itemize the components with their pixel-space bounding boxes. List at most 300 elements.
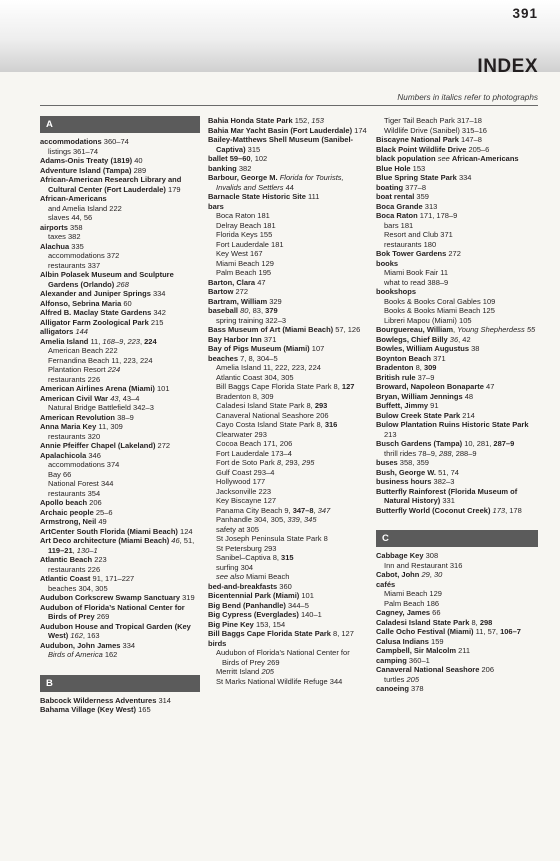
section-letter-header: B xyxy=(40,675,200,692)
entry-text: Florida for Tourists, Invalids and Settlers xyxy=(216,173,344,192)
entry-text: 206 xyxy=(479,665,494,674)
entry-text: 378 xyxy=(408,684,424,693)
index-entry xyxy=(376,287,538,297)
entry-text: 171, 178–9 xyxy=(417,211,458,220)
entry-text: Campbell, Sir Malcolm xyxy=(376,646,457,655)
index-entry xyxy=(376,363,538,373)
entry-text: Panama City Beach 9, xyxy=(216,505,293,515)
entry-text: Bay of Pigs Museum (Miami) xyxy=(208,344,310,353)
entry-text: Bowles, William Augustus xyxy=(376,344,469,353)
entry-text: Bartram, William xyxy=(208,296,268,306)
entry-text: Adams-Onis Treaty (1819) xyxy=(40,156,133,165)
entry-text: 223 xyxy=(92,555,107,564)
index-entry xyxy=(376,325,538,335)
entry-text: black population xyxy=(376,154,436,163)
index-entry xyxy=(40,318,200,328)
entry-text: 147–8 xyxy=(458,135,482,144)
index-subtitle: Numbers in italics refer to photographs xyxy=(397,93,538,102)
entry-text: 159 xyxy=(428,636,444,646)
entry-text: Miami Beach 129 xyxy=(216,258,274,268)
index-entry xyxy=(40,289,200,299)
index-entry xyxy=(208,287,368,297)
entry-text: turtles xyxy=(384,674,407,684)
index-subentry xyxy=(208,316,368,326)
entry-text: 8, xyxy=(469,617,480,627)
index-entry xyxy=(40,696,200,706)
index-subentry xyxy=(208,240,368,250)
entry-text: Butterfly World (Coconut Creek) xyxy=(376,505,491,515)
index-subentry xyxy=(40,650,200,660)
entry-text: 298 xyxy=(479,617,493,627)
entry-text: 342 xyxy=(151,308,166,317)
entry-text: 162 xyxy=(102,650,118,659)
entry-text: Bush, George W. xyxy=(376,467,437,477)
index-entry xyxy=(208,202,368,212)
entry-text: Big Bend (Panhandle) xyxy=(208,600,286,610)
entry-text: 314 xyxy=(156,695,171,705)
entry-text: 329 xyxy=(267,296,282,306)
entry-text: 347 xyxy=(317,505,331,515)
entry-text: Blue Spring State Park xyxy=(376,173,457,182)
entry-text: 334 xyxy=(150,289,166,298)
entry-text: 358, 359 xyxy=(397,458,429,467)
index-subentry xyxy=(208,496,368,506)
index-entry xyxy=(208,325,368,335)
index-entry xyxy=(40,555,200,565)
entry-text: Gulf Coast 293–4 xyxy=(216,467,275,477)
entry-text: 295 xyxy=(301,458,315,467)
index-entry xyxy=(40,536,200,555)
entry-text: 7, 8, 304–5 xyxy=(238,353,278,363)
entry-text: 382–3 xyxy=(431,477,455,486)
entry-text: 11, xyxy=(88,336,103,346)
entry-text: 91, 171–227 xyxy=(90,574,135,583)
index-subentry xyxy=(376,599,538,609)
entry-text: Art Deco architecture (Miami Beach) xyxy=(40,536,170,545)
entry-text: 224 xyxy=(107,365,121,374)
entry-text: 29 xyxy=(421,570,430,579)
index-entry xyxy=(376,259,538,269)
entry-text: Sanibel–Captiva 8, xyxy=(216,553,282,562)
index-subentry xyxy=(40,470,200,480)
entry-text: Miami Beach xyxy=(243,572,290,581)
entry-text: buses xyxy=(376,458,398,467)
entry-text: American Civil War xyxy=(40,393,109,403)
index-entry xyxy=(208,164,368,174)
index-subentry xyxy=(376,589,538,599)
index-entry xyxy=(40,384,200,394)
entry-text: American Beach 222 xyxy=(48,346,118,355)
entry-text: 272 xyxy=(233,287,249,296)
entry-text: 174 xyxy=(352,125,367,135)
entry-text: restaurants 180 xyxy=(384,239,437,249)
entry-text: Cayo Costa Island State Park 8, xyxy=(216,420,325,429)
entry-text: Bok Tower Gardens xyxy=(376,249,447,258)
index-entry xyxy=(208,116,368,126)
entry-text: Atlantic Coast 304, 305 xyxy=(216,372,294,382)
entry-text: 205–6 xyxy=(466,144,490,154)
index-entry xyxy=(40,451,200,461)
entry-text: Florida Keys 155 xyxy=(216,230,273,239)
index-entry xyxy=(40,394,200,404)
entry-text: Plantation Resort xyxy=(48,365,108,374)
index-entry xyxy=(208,297,368,307)
entry-text: , 102 xyxy=(250,154,268,163)
entry-text: books xyxy=(376,258,399,268)
entry-text: 25–6 xyxy=(93,507,113,517)
entry-text: 371 xyxy=(261,334,277,344)
entry-text: what to read 388–9 xyxy=(384,277,449,287)
entry-text: 358 xyxy=(67,222,83,232)
entry-text: American Airlines Arena (Miami) xyxy=(40,384,155,393)
entry-text: Amelia Island 11, 222, 223, 224 xyxy=(216,363,321,372)
index-entry xyxy=(376,392,538,402)
entry-text: Calusa Indians xyxy=(376,636,429,646)
entry-text: surfing 304 xyxy=(216,562,254,572)
entry-text: Adventure Island (Tampa) xyxy=(40,165,132,175)
index-entry xyxy=(40,299,200,309)
index-entry xyxy=(208,354,368,364)
entry-text: Broward, Napoleon Bonaparte xyxy=(376,382,484,391)
entry-text: Cagney, James xyxy=(376,608,431,617)
entry-text: Bailey-Matthews Shell Museum (Sanibel-Captiva) xyxy=(208,135,354,154)
entry-text: Key West 167 xyxy=(216,249,263,258)
index-entry xyxy=(376,202,538,212)
entry-text: 153, 154 xyxy=(253,619,286,629)
entry-text: 211 xyxy=(456,646,471,655)
entry-text: beaches xyxy=(208,353,239,363)
entry-text: 344–5 xyxy=(285,600,309,610)
entry-text: Clearwater 293 xyxy=(216,429,267,439)
entry-text: thrill rides 78–9, xyxy=(384,448,440,458)
entry-text: Libreri Mapou (Miami) 105 xyxy=(384,315,472,325)
entry-text: restaurants 320 xyxy=(48,431,101,441)
entry-text: Alexander and Juniper Springs xyxy=(40,289,151,298)
index-entry xyxy=(208,610,368,620)
index-subentry xyxy=(376,561,538,571)
entry-text: 214 xyxy=(460,410,475,420)
entry-text: Boynton Beach xyxy=(376,353,432,363)
index-subentry xyxy=(208,382,368,392)
entry-text: 315 xyxy=(281,553,294,562)
entry-text: Alligator Farm Zoological Park xyxy=(40,317,149,327)
entry-text: 40 xyxy=(132,156,143,165)
entry-text: 315 xyxy=(245,144,261,154)
index-entry xyxy=(376,420,538,439)
entry-text: 43 xyxy=(110,393,119,403)
entry-text: Palm Beach 195 xyxy=(216,268,272,277)
entry-text: 293 xyxy=(314,401,328,410)
entry-text: 339 xyxy=(287,515,300,524)
entry-text: Audubon Corkscrew Swamp Sanctuary xyxy=(40,593,181,602)
entry-text: 308 xyxy=(423,551,439,560)
index-entry xyxy=(376,344,538,354)
entry-text: bars 181 xyxy=(384,220,414,230)
index-subentry xyxy=(208,230,368,240)
entry-text: 51, 74 xyxy=(436,467,459,477)
entry-text: Fort Lauderdale 181 xyxy=(216,239,284,249)
index-entry xyxy=(40,223,200,233)
index-entry xyxy=(376,684,538,694)
index-subentry xyxy=(208,458,368,468)
index-entry xyxy=(40,194,200,204)
entry-text: Miami Book Fair 11 xyxy=(384,268,449,277)
entry-text: Boca Grande xyxy=(376,201,423,211)
index-subentry xyxy=(40,251,200,261)
entry-text: , 293, xyxy=(281,458,302,467)
entry-text: accommodations 372 xyxy=(48,251,120,260)
entry-text: canoeing xyxy=(376,684,409,693)
entry-text: alligators xyxy=(40,327,74,336)
index-entry xyxy=(40,527,200,537)
entry-text: 38–9 xyxy=(115,412,134,422)
index-entry xyxy=(40,337,200,347)
entry-text: boat rental xyxy=(376,192,415,201)
entry-text: baseball xyxy=(208,306,239,315)
index-subentry xyxy=(40,261,200,271)
index-subentry xyxy=(208,667,368,677)
entry-text: Bulow Plantation Ruins Historic State Park xyxy=(376,420,529,429)
entry-text: 269 xyxy=(94,612,110,621)
entry-text: Natural Bridge Battlefield 342–3 xyxy=(48,403,154,412)
index-entry xyxy=(376,373,538,383)
index-subentry xyxy=(376,297,538,307)
entry-text: , 42 xyxy=(458,334,471,344)
entry-text: Bahia Honda State Park xyxy=(208,116,293,125)
index-entry xyxy=(376,192,538,202)
index-subentry xyxy=(40,479,200,489)
index-entry xyxy=(208,335,368,345)
entry-text: 334 xyxy=(120,640,136,650)
index-entry xyxy=(376,468,538,478)
entry-text: Bradenton xyxy=(376,363,414,372)
index-entry xyxy=(376,249,538,259)
index-entry xyxy=(40,622,200,641)
entry-text: spring training 322–3 xyxy=(216,315,287,325)
index-entry xyxy=(376,458,538,468)
entry-text: 59–60 xyxy=(229,154,251,163)
entry-text: 334 xyxy=(456,173,472,182)
index-column-3 xyxy=(376,116,538,694)
entry-text: 223 xyxy=(127,336,140,346)
entry-text: 153 xyxy=(311,116,324,125)
entry-text: airports xyxy=(40,222,68,232)
entry-text: Fernandina Beach 11, 223, 224 xyxy=(48,355,153,365)
index-entry xyxy=(40,242,200,252)
entry-text: 213 xyxy=(384,429,397,439)
entry-text: Black Point Wildlife Drive xyxy=(376,144,467,154)
page-number: 391 xyxy=(512,6,538,21)
index-entry xyxy=(40,441,200,451)
entry-text: see xyxy=(437,154,450,163)
header-band xyxy=(0,0,560,72)
entry-text: listings 361–74 xyxy=(48,146,99,156)
index-subentry xyxy=(376,675,538,685)
entry-text: British rule xyxy=(376,372,416,382)
entry-text: , xyxy=(72,545,77,555)
index-subentry xyxy=(376,221,538,231)
entry-text: Bourguereau, William xyxy=(376,325,454,334)
entry-text: 287–9 xyxy=(493,439,515,448)
entry-text: Bryan, William Jennings xyxy=(376,391,463,401)
entry-text: Birds of America xyxy=(48,650,103,659)
entry-text: Boca Raton 181 xyxy=(216,211,270,220)
entry-text: banking xyxy=(208,163,237,173)
index-subentry xyxy=(40,584,200,594)
index-subentry xyxy=(208,525,368,535)
index-subentry xyxy=(208,487,368,497)
index-entry xyxy=(208,601,368,611)
index-entry xyxy=(40,175,200,194)
entry-text: 316 xyxy=(324,420,338,429)
entry-text: 371 xyxy=(431,353,446,363)
index-entry xyxy=(208,306,368,316)
entry-text: safety at 305 xyxy=(216,524,259,534)
index-subentry xyxy=(376,240,538,250)
entry-text: , 178 xyxy=(505,505,522,515)
index-entry xyxy=(208,629,368,639)
index-entry xyxy=(376,183,538,193)
entry-text: Canaveral National Seashore xyxy=(376,665,480,674)
page-title: INDEX xyxy=(477,56,538,77)
index-entry xyxy=(208,582,368,592)
entry-text: , 51, xyxy=(179,536,195,545)
entry-text: 224 xyxy=(144,336,157,346)
entry-text: Bill Baggs Cape Florida State Park 8, xyxy=(216,382,342,391)
entry-text: Butterfly Rainforest (Florida Museum of Natural History) xyxy=(376,486,518,505)
entry-text: 205 xyxy=(406,674,420,684)
entry-text: Bahia Mar Yacht Basin (Fort Lauderdale) xyxy=(208,125,353,135)
index-subentry xyxy=(208,211,368,221)
entry-text: Atlantic Beach xyxy=(40,555,93,564)
index-entry xyxy=(376,382,538,392)
entry-text: see also xyxy=(216,572,244,581)
entry-text: accommodations 374 xyxy=(48,460,120,469)
index-entry xyxy=(40,166,200,176)
index-entry xyxy=(376,656,538,666)
entry-text: , xyxy=(299,515,304,524)
index-subentry xyxy=(208,468,368,478)
entry-text: Albin Polasek Museum and Sculpture Gardens (Orlando) xyxy=(40,270,174,289)
index-entry xyxy=(40,156,200,166)
entry-text: Hollywood 177 xyxy=(216,477,266,486)
entry-text: Resort and Club 371 xyxy=(384,230,453,239)
entry-text: , 288–9 xyxy=(451,448,477,458)
index-entry xyxy=(40,422,200,432)
entry-text: restaurants 337 xyxy=(48,260,101,270)
entry-text: Atlantic Coast xyxy=(40,574,91,583)
entry-text: St Joseph Peninsula State Park 8 xyxy=(216,534,328,543)
index-subentry xyxy=(40,232,200,242)
entry-text: 173 xyxy=(492,505,506,515)
entry-text: 101 xyxy=(299,591,314,600)
index-entry xyxy=(40,641,200,651)
index-entry xyxy=(208,192,368,202)
index-entry xyxy=(40,498,200,508)
entry-text: Key Biscayne 127 xyxy=(216,496,277,505)
index-entry xyxy=(376,580,538,590)
entry-text: 130–1 xyxy=(76,545,98,555)
entry-text: Young Shepherdess 55 xyxy=(457,325,536,334)
index-subentry xyxy=(208,572,368,582)
entry-text: Boca Raton xyxy=(376,211,418,220)
entry-text: African-American Research Library and Cultural Center (Fort Lauderdale) xyxy=(40,175,182,194)
entry-text: Barnacle State Historic Site xyxy=(208,192,306,201)
entry-text: Books & Books Coral Gables 109 xyxy=(384,296,496,306)
index-entry xyxy=(208,126,368,136)
entry-text: 80 xyxy=(240,306,249,315)
entry-text: Bay Harbor Inn xyxy=(208,334,262,344)
header-divider xyxy=(40,105,538,106)
index-subentry xyxy=(208,506,368,516)
index-entry xyxy=(40,705,200,715)
entry-text: Bartow xyxy=(208,287,234,296)
entry-text: 124 xyxy=(177,526,193,536)
index-entry xyxy=(376,135,538,145)
entry-text: ArtCenter South Florida (Miami Beach) xyxy=(40,526,178,536)
entry-text: 153 xyxy=(410,163,426,173)
entry-text: Fort de Soto Park xyxy=(216,458,277,467)
index-entry xyxy=(376,551,538,561)
entry-text: Apalachicola xyxy=(40,450,87,460)
entry-text: 47 xyxy=(483,382,495,391)
entry-text: 162 xyxy=(70,631,83,640)
entry-text: Wildlife Drive (Sanibel) 315–16 xyxy=(384,125,487,135)
index-subentry xyxy=(40,365,200,375)
entry-text: Books & Books Miami Beach 125 xyxy=(384,306,495,315)
entry-text: Biscayne National Park xyxy=(376,135,459,144)
index-subentry xyxy=(376,268,538,278)
entry-text: 360–74 xyxy=(101,137,129,146)
entry-text: 377–8 xyxy=(403,182,427,192)
index-entry xyxy=(40,603,200,622)
entry-text: Delray Beach 181 xyxy=(216,220,276,230)
entry-text: bed-and-breakfasts xyxy=(208,581,278,591)
index-subentry xyxy=(376,306,538,316)
index-entry xyxy=(208,620,368,630)
entry-text: American Revolution xyxy=(40,412,116,422)
entry-text: 331 xyxy=(440,496,455,505)
entry-text: 8, xyxy=(413,363,424,372)
entry-text: 268 xyxy=(116,279,129,289)
entry-text: Big Pine Key xyxy=(208,619,254,629)
index-subentry xyxy=(40,346,200,356)
index-subentry xyxy=(208,411,368,421)
index-entry xyxy=(376,354,538,364)
entry-text: Merritt Island xyxy=(216,667,262,676)
index-subentry xyxy=(40,565,200,575)
entry-text: restaurants 226 xyxy=(48,564,101,574)
section-letter-header: A xyxy=(40,116,200,133)
entry-text: beaches 304, 305 xyxy=(48,583,108,593)
entry-text: 107 xyxy=(309,344,325,353)
entry-text: Caladesi Island State Park xyxy=(376,617,470,627)
entry-text: restaurants 354 xyxy=(48,488,101,498)
index-entry xyxy=(376,637,538,647)
index-subentry xyxy=(208,563,368,573)
entry-text: St Petersburg 293 xyxy=(216,543,277,553)
entry-text: birds xyxy=(208,638,227,648)
entry-text: 91 xyxy=(428,401,439,410)
index-subentry xyxy=(40,356,200,366)
index-entry xyxy=(208,591,368,601)
index-subentry xyxy=(376,116,538,126)
entry-text: Miami Beach 129 xyxy=(384,589,442,598)
entry-text: African-Americans xyxy=(40,194,107,203)
entry-text: bookshops xyxy=(376,287,417,296)
index-subentry xyxy=(208,477,368,487)
entry-text: Apollo beach xyxy=(40,498,88,507)
